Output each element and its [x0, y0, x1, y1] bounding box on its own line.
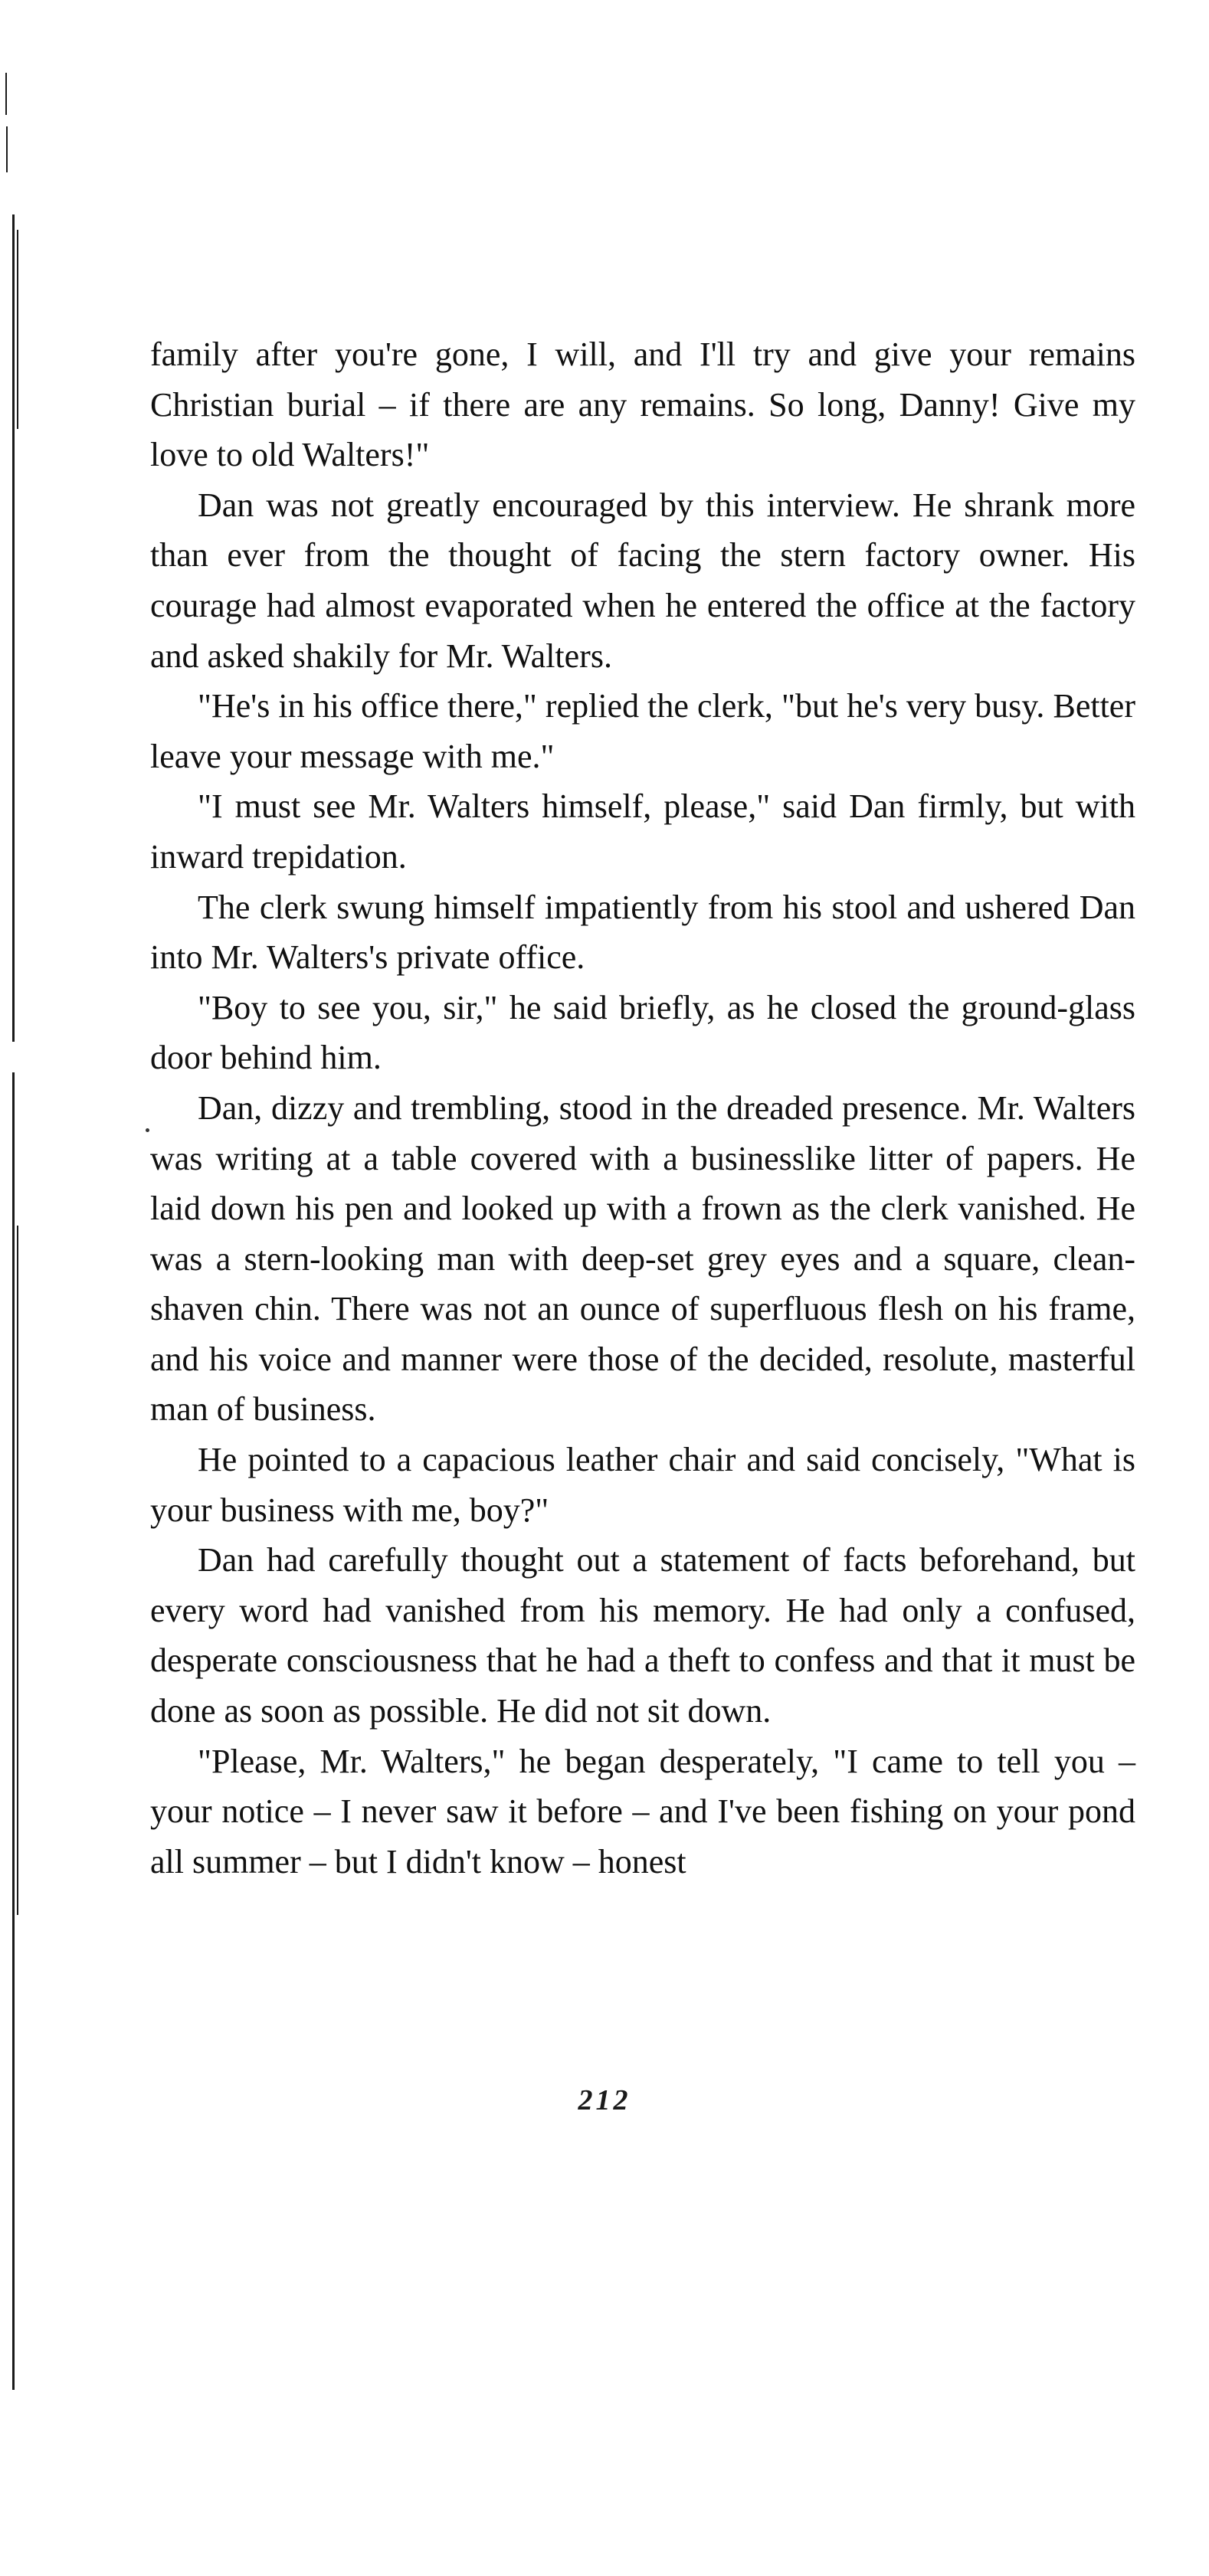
body-text: [150, 329, 1135, 1887]
binding-edge-line: [17, 1226, 18, 1915]
paragraph: "Please, Mr. Walters," he began desperately, "I came to tell you – your notice – I never saw it before – and I've been fishing on your pond all summer – but I didn't know – honest: [150, 1742, 1135, 1880]
stray-ink-dot: [146, 1128, 149, 1132]
paragraph: Dan had carefully thought out a statement of facts beforehand, but every word had vanished from his memory. He had only a confused, desperate consciousness that he had a theft to confess and that it must be done as soon as possible. He did not sit down.: [150, 1541, 1135, 1730]
binding-edge-mark: [5, 73, 7, 115]
paragraph: "Boy to see you, sir," he said briefly, as he closed the ground-glass door behind him.: [150, 988, 1135, 1077]
binding-edge-line: [12, 214, 15, 1042]
paragraph: The clerk swung himself impatiently from his stool and ushered Dan into Mr. Walters's private office.: [150, 888, 1135, 977]
paragraph: Dan was not greatly encouraged by this interview. He shrank more than ever from the thought of facing the stern factory owner. His courage had almost evaporated when he entered the office at the factory and asked shakily for Mr. Walters.: [150, 486, 1135, 675]
paragraph: family after you're gone, I will, and I'll try and give your remains Christian burial – if there are any remains. So long, Danny! Give my love to old Walters!": [150, 336, 1135, 474]
binding-edge-mark: [6, 126, 8, 172]
binding-edge-line: [12, 1072, 15, 2390]
page-number: 212: [578, 2084, 631, 2116]
paragraph: "He's in his office there," replied the clerk, "but he's very busy. Better leave your message with me.": [150, 687, 1135, 775]
paragraph: Dan, dizzy and trembling, stood in the dreaded presence. Mr. Walters was writing at a table covered with a businesslike litter of papers. He laid down his pen and looked up with a frown as the clerk vanished. He was a stern-looking man with deep-set grey eyes and a square, clean-shaven chin. There was not an ounce of superfluous flesh on his frame, and his voice and manner were those of the decided, resolute, masterful man of business.: [150, 1088, 1135, 1429]
paragraph: "I must see Mr. Walters himself, please," said Dan firmly, but with inward trepidation.: [150, 787, 1135, 876]
paragraph: He pointed to a capacious leather chair and said concisely, "What is your business with me, boy?": [150, 1441, 1135, 1529]
binding-edge-line: [17, 230, 18, 429]
